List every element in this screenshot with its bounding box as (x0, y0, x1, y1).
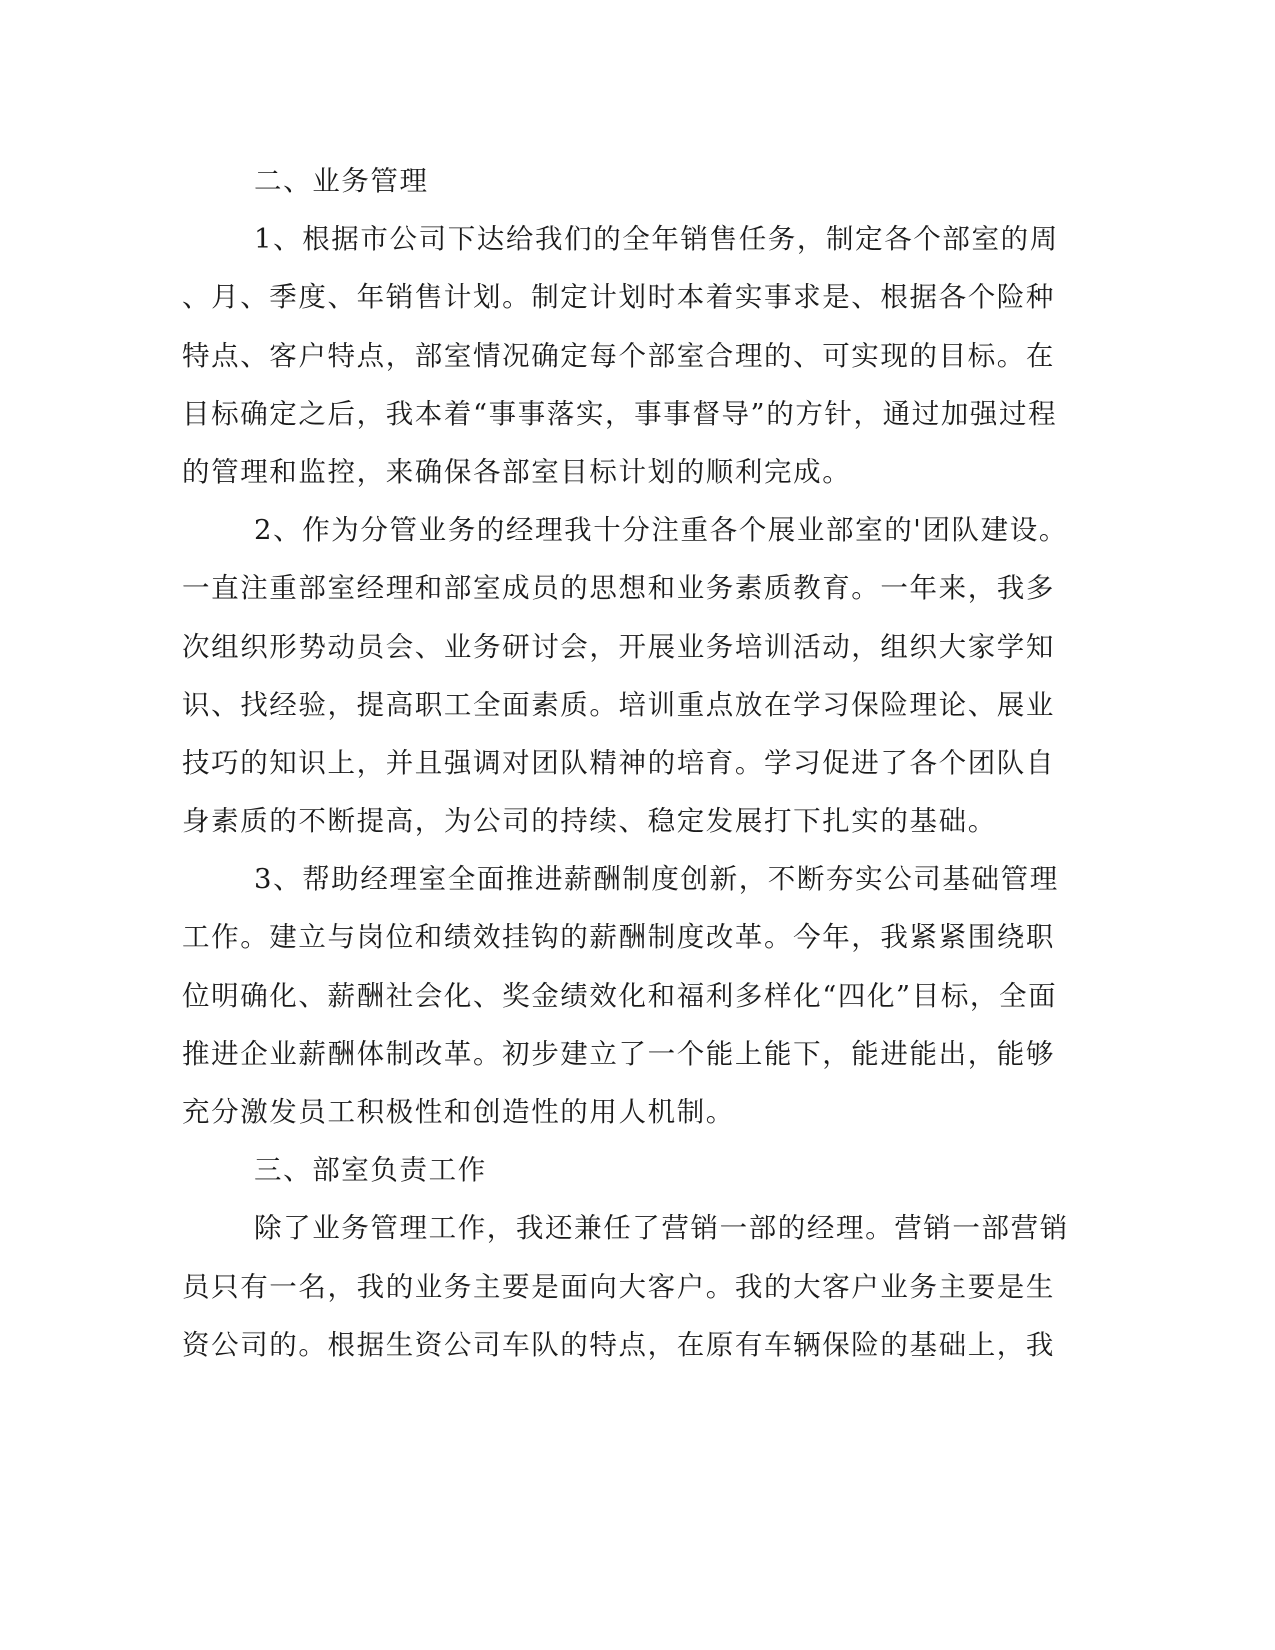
paragraph-2-line-5: 技巧的知识上，并且强调对团队精神的培育。学习促进了各个团队自 (182, 746, 1055, 779)
section-heading-department-work: 三、部室负责工作 (254, 1154, 487, 1187)
paragraph-3-line-1: 3、帮助经理室全面推进薪酬制度创新，不断夯实公司基础管理 (254, 863, 1059, 896)
paragraph-3-line-3: 位明确化、薪酬社会化、奖金绩效化和福利多样化“四化”目标，全面 (182, 979, 1058, 1012)
paragraph-4-line-3: 资公司的。根据生资公司车队的特点，在原有车辆保险的基础上，我 (182, 1328, 1055, 1361)
paragraph-1-line-3: 特点、客户特点，部室情况确定每个部室合理的、可实现的目标。在 (182, 339, 1055, 372)
paragraph-2-line-6: 身素质的不断提高，为公司的持续、稳定发展打下扎实的基础。 (182, 805, 997, 838)
paragraph-3-line-5: 充分激发员工积极性和创造性的用人机制。 (182, 1096, 735, 1128)
paragraph-2-line-1: 2、作为分管业务的经理我十分注重各个展业部室的'团队建设。 (254, 514, 1068, 547)
paragraph-1-line-5: 的管理和监控，来确保各部室目标计划的顺利完成。 (182, 455, 852, 488)
paragraph-1-line-1: 1、根据市公司下达给我们的全年销售任务，制定各个部室的周 (254, 223, 1059, 256)
document-page (182, 152, 1069, 1374)
paragraph-1-line-4: 目标确定之后，我本着“事事落实，事事督导”的方针，通过加强过程 (182, 397, 1058, 430)
paragraph-3-line-2: 工作。建立与岗位和绩效挂钩的薪酬制度改革。今年，我紧紧围绕职 (182, 921, 1055, 954)
paragraph-4-line-1: 除了业务管理工作，我还兼任了营销一部的经理。营销一部营销 (254, 1212, 1069, 1245)
section-heading-business-management: 二、业务管理 (254, 165, 429, 197)
paragraph-1-line-2: 、月、季度、年销售计划。制定计划时本着实事求是、根据各个险种 (182, 281, 1055, 314)
paragraph-3-line-4: 推进企业薪酬体制改革。初步建立了一个能上能下，能进能出，能够 (182, 1037, 1055, 1070)
paragraph-2-line-2: 一直注重部室经理和部室成员的思想和业务素质教育。一年来，我多 (182, 572, 1055, 605)
paragraph-2-line-4: 识、找经验，提高职工全面素质。培训重点放在学习保险理论、展业 (182, 688, 1055, 721)
paragraph-2-line-3: 次组织形势动员会、业务研讨会，开展业务培训活动，组织大家学知 (182, 630, 1055, 663)
paragraph-4-line-2: 员只有一名，我的业务主要是面向大客户。我的大客户业务主要是生 (182, 1270, 1055, 1303)
